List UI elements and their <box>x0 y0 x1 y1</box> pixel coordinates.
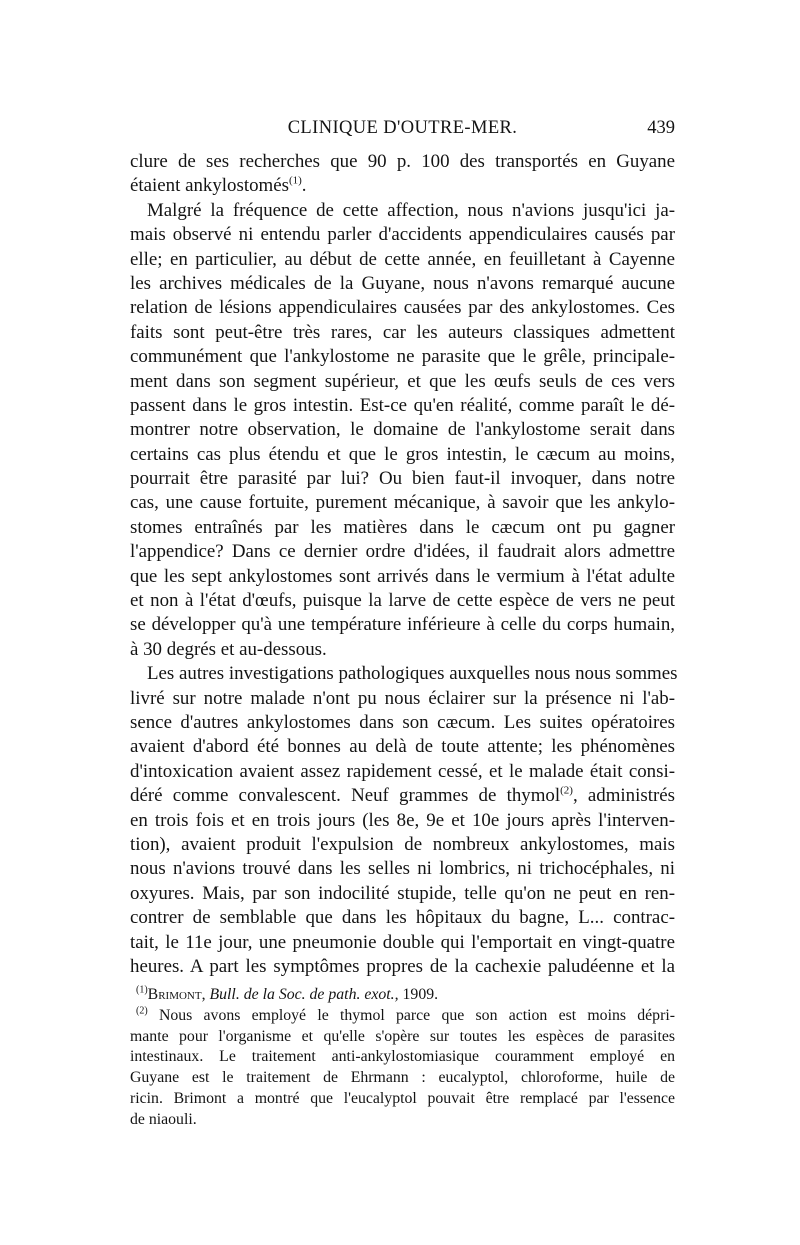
text-line-content: relation de lésions appendiculaires causées par des ankylostomes. Ces <box>130 297 675 319</box>
text-line-content: pourrait être parasité par lui? Ou bien faut-il invoquer, dans notre <box>130 468 675 490</box>
text-line-content: oxyures. Mais, par son indocilité stupide, telle qu'on ne peut en ren- <box>130 882 675 904</box>
text-line-content: elle; en particulier, au début de cette année, en feuilletant à Cayenne <box>130 248 675 270</box>
footnote-text: de niaouli. <box>130 1110 197 1128</box>
text-line <box>130 467 675 491</box>
page-number: 439 <box>647 118 675 138</box>
text-line-content: mais observé ni entendu parler d'accidents appendiculaires causés par <box>130 224 675 246</box>
footnotes <box>130 985 675 1131</box>
text-line-content: tait, le 11e jour, une pneumonie double qui l'emportait en vingt-quatre <box>130 931 675 953</box>
text-line-content: étaient ankylostomés <box>130 175 289 197</box>
footnote-text: mante pour l'organisme et qu'elle s'opère sur toutes les espèces de parasites <box>130 1027 675 1045</box>
text-line <box>130 760 675 784</box>
text-line <box>130 199 675 223</box>
text-line <box>130 272 675 296</box>
footnote-1 <box>130 985 675 1006</box>
footnote-2-line <box>130 1110 675 1131</box>
text-line-content: contrer de semblable que dans les hôpitaux du bagne, L... contrac- <box>130 907 675 929</box>
footnote-marker: (2) <box>136 1005 148 1017</box>
text-line-content: à 30 degrés et au-dessous. <box>130 638 327 660</box>
text-line-continuation: . <box>301 175 307 197</box>
text-line-content: stomes entraînés par les matières dans le cæcum ont pu gagner <box>130 516 675 538</box>
text-line <box>130 833 675 857</box>
text-line-content: faits sont peut-être très rares, car les auteurs classiques admettent <box>130 321 675 343</box>
text-line <box>130 613 675 637</box>
text-line-content: Malgré la fréquence de cette affection, nous n'avions jusqu'ici ja- <box>147 199 675 221</box>
text-line-content: en trois fois et en trois jours (les 8e, 9e et 10e jours après l'interven- <box>130 809 675 831</box>
footnote-2-line <box>130 1027 675 1048</box>
text-line-content: nous n'avions trouvé dans les selles ni lombrics, ni trichocéphales, ni <box>130 858 675 880</box>
footnote-year: 1909. <box>402 986 439 1003</box>
text-line <box>130 857 675 881</box>
text-line-content: livré sur notre malade n'ont pu nous éclairer sur la présence ni l'ab- <box>130 687 675 709</box>
text-line-content: sence d'autres ankylostomes dans son cæcum. Les suites opératoires <box>130 711 675 733</box>
running-title: CLINIQUE D'OUTRE-MER. <box>287 118 518 138</box>
footnote-2-line <box>130 1068 675 1089</box>
text-line <box>130 565 675 589</box>
text-line-content: tion), avaient produit l'expulsion de nombreux ankylostomes, mais <box>130 833 675 855</box>
footnote-2-line <box>130 1006 675 1027</box>
text-line-content: ment dans son segment supérieur, et que les œufs seuls de ces vers <box>130 370 675 392</box>
text-line <box>130 638 675 662</box>
text-line <box>130 248 675 272</box>
text-line-content: clure de ses recherches que 90 p. 100 des transportés en Guyane <box>130 151 675 172</box>
text-line-content: et non à l'état d'œufs, puisque la larve de cette espèce de vers ne peut <box>130 590 675 612</box>
text-line <box>130 370 675 394</box>
text-line <box>130 662 678 686</box>
text-line <box>130 882 675 906</box>
text-line-content: heures. A part les symptômes propres de la cachexie paludéenne et la <box>130 955 675 977</box>
footnote-author: Brimont, <box>147 986 206 1003</box>
text-line-content: certains cas plus étendu et que le gros intestin, le cæcum au moins, <box>130 443 675 465</box>
text-line <box>130 687 675 711</box>
text-line <box>130 418 675 442</box>
text-line <box>130 174 675 198</box>
text-line-content: communément que l'ankylostome ne parasite que le grêle, principale- <box>130 346 675 368</box>
text-line <box>130 589 675 613</box>
text-line <box>130 345 675 369</box>
text-line <box>130 223 675 247</box>
text-line-content: montrer notre observation, le domaine de l'ankylostome serait dans <box>130 419 675 441</box>
text-line-content: avaient d'abord été bonnes au delà de toute attente; les phénomènes <box>130 736 675 758</box>
text-line-content: d'intoxication avaient assez rapidement cessé, et le malade était consi- <box>130 760 675 782</box>
body-text <box>130 150 678 979</box>
text-line-content: les archives médicales de la Guyane, nous n'avons remarqué aucune <box>130 272 675 294</box>
text-line <box>130 394 675 418</box>
footnote-reference[interactable]: (1) <box>288 175 302 188</box>
footnote-text: intestinaux. Le traitement anti-ankylostomiasique couramment employé en <box>130 1048 675 1066</box>
footnote-text: Guyane est le traitement de Ehrmann : eucalyptol, chloroforme, huile de <box>130 1069 675 1087</box>
footnote-marker: (1) <box>136 984 148 996</box>
text-line <box>130 540 675 564</box>
footnote-reference[interactable]: (2) <box>560 784 573 797</box>
text-line-continuation: , administrés <box>572 785 675 807</box>
text-line <box>130 516 675 540</box>
footnote-2-line <box>130 1089 675 1110</box>
text-line <box>130 735 675 759</box>
footnote-title: Bull. de la Soc. de path. exot., <box>209 986 399 1003</box>
text-line <box>130 296 675 320</box>
text-line-content: passent dans le gros intestin. Est-ce qu'en réalité, comme paraît le dé- <box>130 394 675 416</box>
footnote-text: ricin. Brimont a montré que l'eucalyptol pouvait être remplacé par l'essence <box>130 1089 675 1107</box>
text-line <box>130 321 675 345</box>
text-line-content: déré comme convalescent. Neuf grammes de thymol <box>130 785 561 807</box>
text-line <box>130 711 675 735</box>
text-line-content: l'appendice? Dans ce dernier ordre d'idées, il faudrait alors admettre <box>130 541 675 563</box>
page-header <box>130 118 675 144</box>
text-line-content: cas, une cause fortuite, purement mécanique, à savoir que les ankylo- <box>130 492 675 514</box>
text-line <box>130 809 675 833</box>
footnote-2-line <box>130 1047 675 1068</box>
text-line-content: se développer qu'à une température inférieure à celle du corps humain, <box>130 614 675 636</box>
text-line <box>130 784 675 808</box>
text-line-content: que les sept ankylostomes sont arrivés dans le vermium à l'état adulte <box>130 565 675 587</box>
text-line <box>130 491 675 515</box>
text-line <box>130 955 675 979</box>
text-line <box>130 150 675 174</box>
text-line-content: Les autres investigations pathologiques auxquelles nous nous sommes <box>147 663 678 685</box>
text-line <box>130 931 675 955</box>
text-line <box>130 906 675 930</box>
text-line <box>130 443 675 467</box>
footnote-text: Nous avons employé le thymol parce que son action est moins dépri- <box>158 1006 675 1024</box>
